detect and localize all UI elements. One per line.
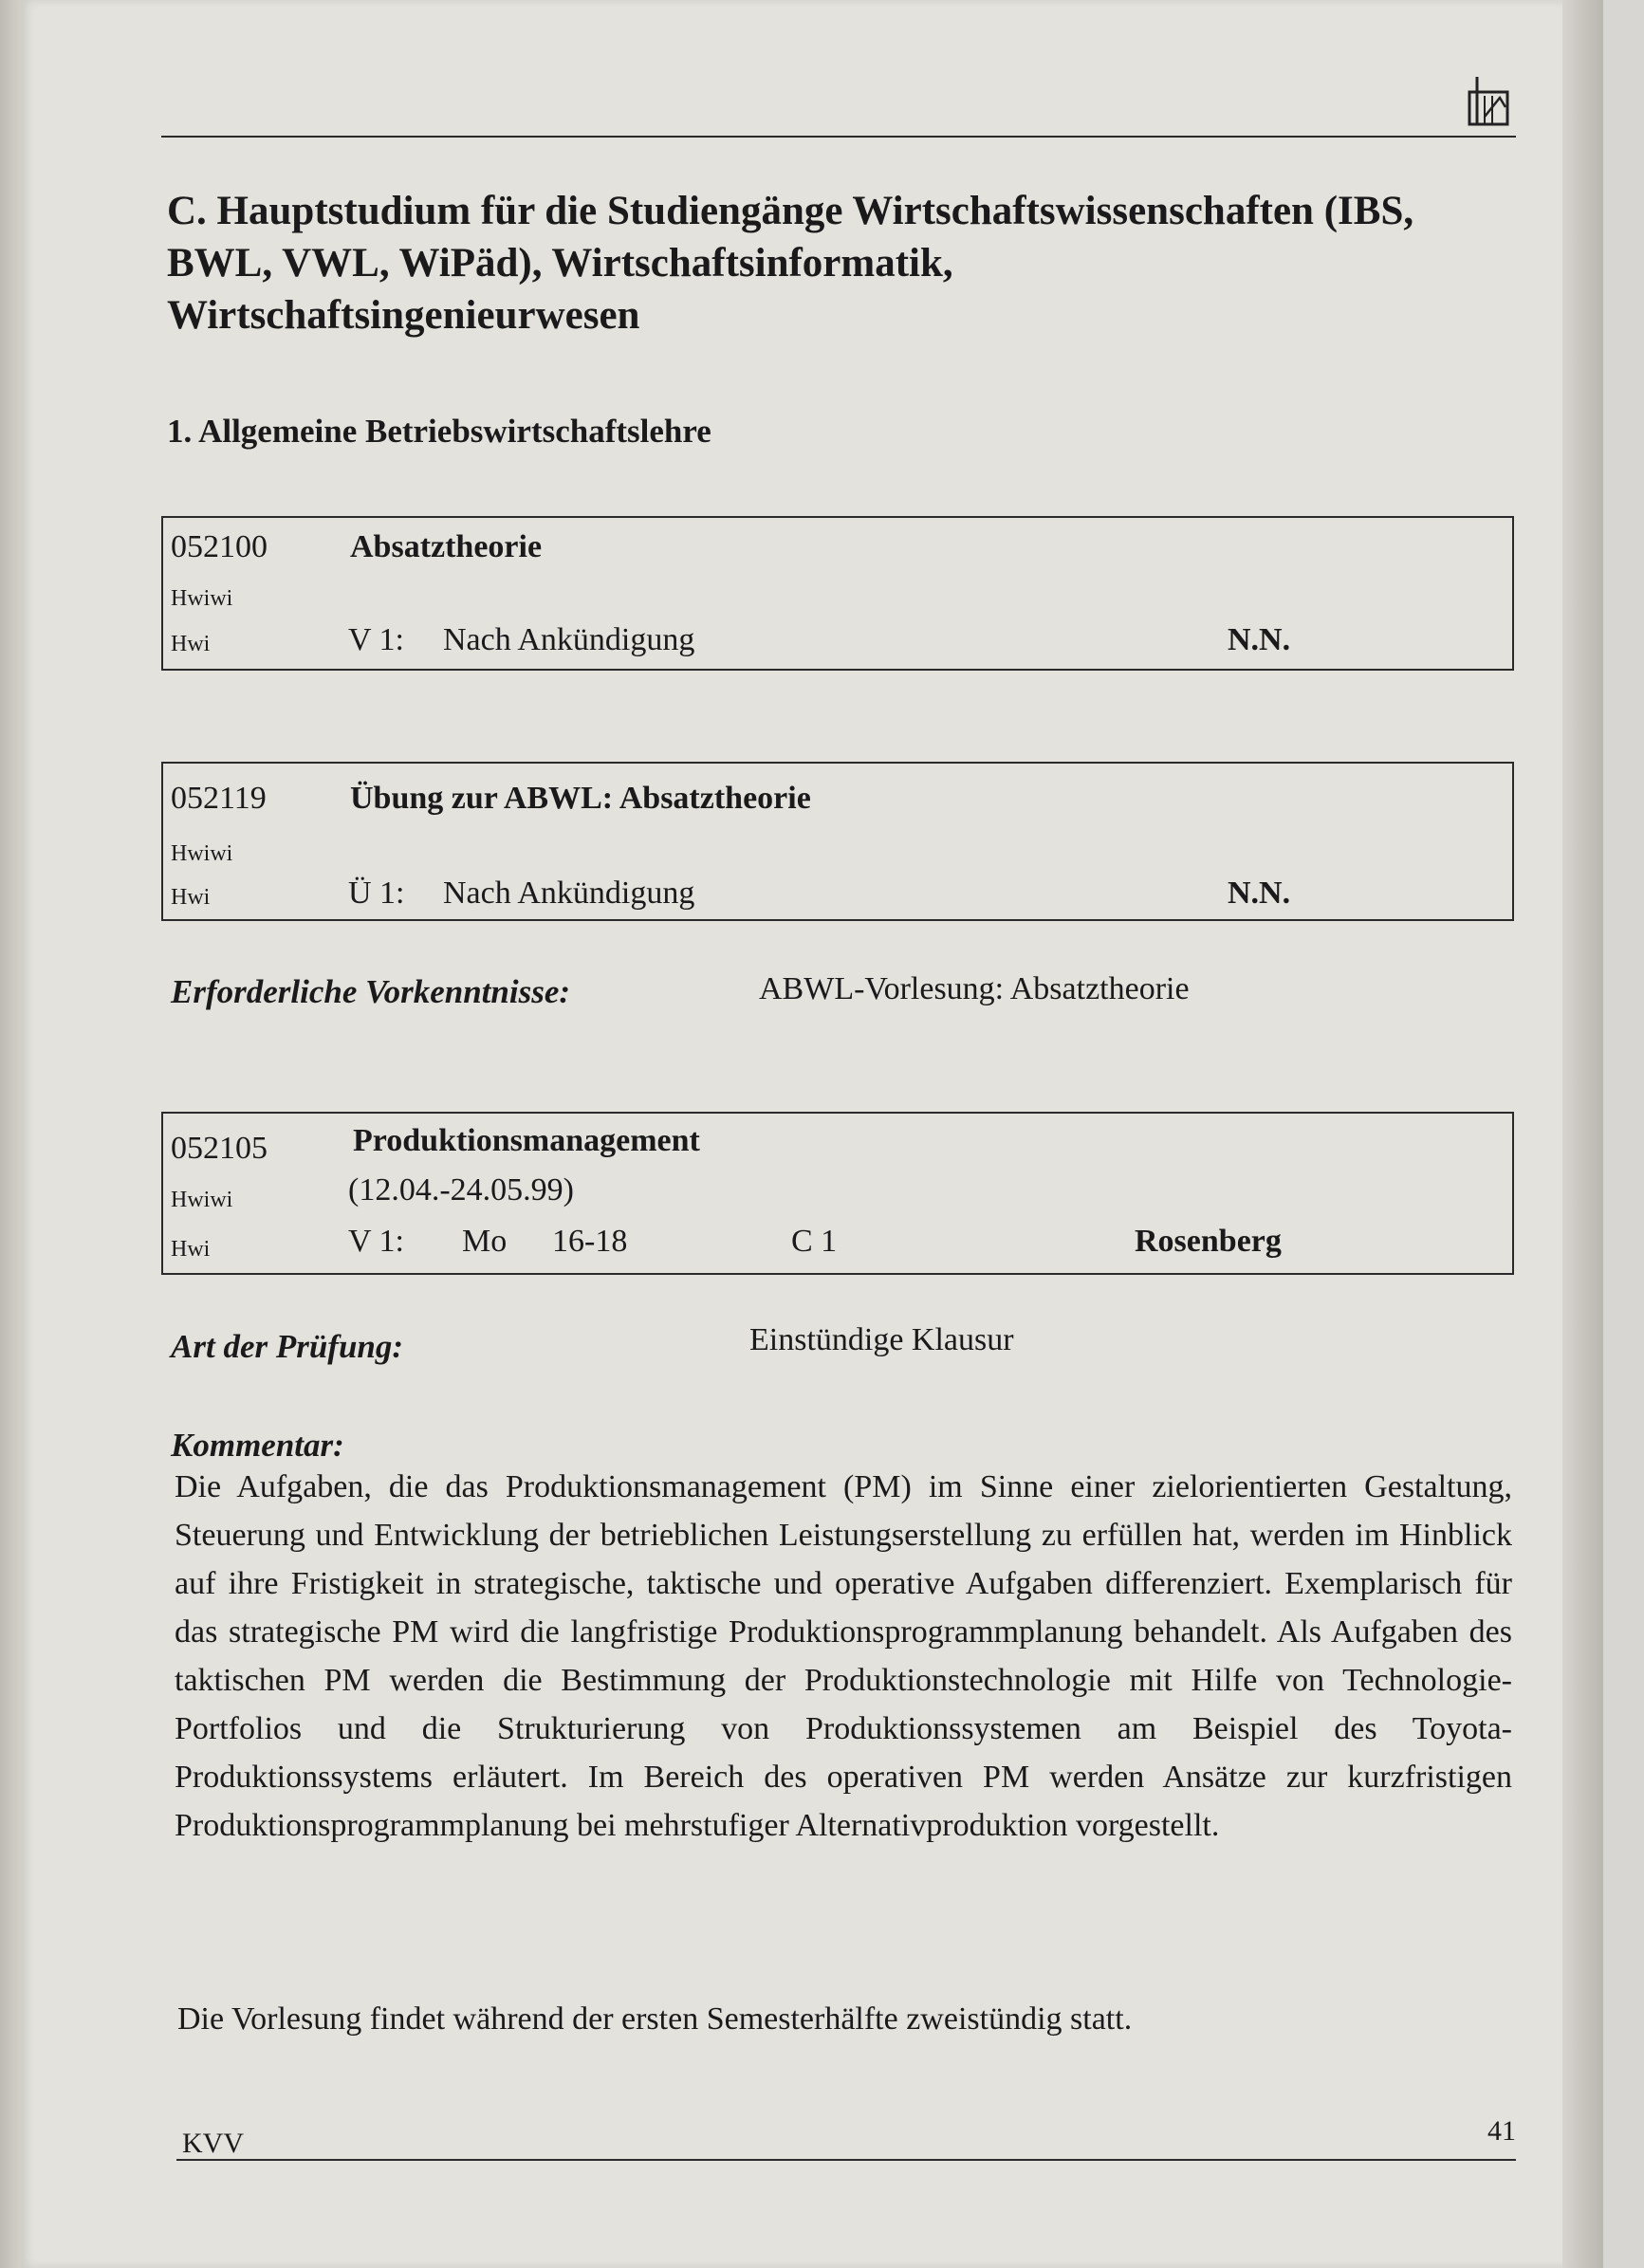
prerequisites-value: ABWL-Vorlesung: Absatztheorie: [759, 971, 1190, 1006]
footer-rule: [176, 2159, 1516, 2161]
page-left-edge: [0, 0, 21, 2268]
course-room: C 1: [791, 1224, 838, 1259]
course-lecturer: Rosenberg: [1135, 1224, 1282, 1259]
course-number: 052119: [171, 781, 267, 816]
course-schedule: Nach Ankündigung: [443, 622, 695, 657]
course-tag-hwiwi: Hwiwi: [171, 586, 233, 611]
course-tag-hwiwi: Hwiwi: [171, 1188, 233, 1212]
heading-line-2: BWL, VWL, WiPäd), Wirtschaftsinformatik,: [167, 241, 953, 286]
heading-line-1: C. Hauptstudium für die Studiengänge Wirtschaftswissenschaften (IBS,: [167, 189, 1414, 233]
comment-text: Die Aufgaben, die das Produktionsmanagement (PM) im Sinne einer zielorientierten Gestaltung, Steuerung und Entwicklung der betrieblichen Leistungserstellung zu erfüllen hat, werden im Hinblick auf ihre Fristigkeit in strategische, taktische und operative Aufgaben differenziert. Exemplarisch für das strategische PM wird die langfristige Produktionsprogrammplanung behandelt. Als Aufgaben des taktischen PM werden die Bestimmung der Produktionstechnologie mit Hilfe von Technologie-Portfolios und die Strukturierung von Produktionssystemen am Beispiel des Toyota-Produktionssystems erläutert. Im Bereich des operativen PM werden Ansätze zur kurzfristigen Produktionsprogrammplanung bei mehrstufiger Alternativproduktion vorgestellt.: [175, 1469, 1512, 1843]
course-day: Mo: [462, 1224, 508, 1259]
course-box-produktionsmanagement: [161, 1112, 1514, 1275]
footer-left-text: KVV: [182, 2128, 244, 2159]
course-box-uebung-absatztheorie: [161, 762, 1514, 921]
page-number: 41: [1487, 2115, 1516, 2147]
course-schedule: Nach Ankündigung: [443, 876, 695, 911]
course-tag-hwiwi: Hwiwi: [171, 841, 233, 866]
course-type: Ü 1:: [348, 876, 405, 911]
course-tag-hwi: Hwi: [171, 632, 211, 656]
course-type: V 1:: [348, 1224, 404, 1259]
exam-label: Art der Prüfung:: [171, 1328, 404, 1365]
course-lecturer: N.N.: [1228, 876, 1291, 911]
course-box-absatztheorie: [161, 516, 1514, 671]
course-dates: (12.04.-24.05.99): [348, 1172, 574, 1208]
course-tag-hwi: Hwi: [171, 1237, 211, 1262]
page-right-edge: [1562, 0, 1603, 2268]
header-rule: [161, 136, 1516, 138]
course-tag-hwi: Hwi: [171, 885, 211, 910]
course-lecturer: N.N.: [1228, 622, 1291, 657]
course-title: Produktionsmanagement: [353, 1123, 700, 1158]
course-type: V 1:: [348, 622, 404, 657]
course-number: 052100: [171, 529, 268, 564]
library-logo-icon: [1466, 71, 1513, 128]
comment-closing: Die Vorlesung findet während der ersten Semesterhälfte zweistündig statt.: [177, 2001, 1133, 2037]
course-title: Übung zur ABWL: Absatztheorie: [350, 781, 811, 816]
course-number: 052105: [171, 1131, 268, 1166]
exam-value: Einstündige Klausur: [749, 1322, 1014, 1357]
prerequisites-label: Erforderliche Vorkenntnisse:: [171, 973, 571, 1010]
course-title: Absatztheorie: [350, 529, 543, 564]
chapter-heading: [167, 185, 1514, 341]
course-time: 16-18: [552, 1224, 628, 1259]
comment-label: Kommentar:: [171, 1427, 344, 1464]
section-title: 1. Allgemeine Betriebswirtschaftslehre: [167, 413, 711, 450]
heading-line-3: Wirtschaftsingenieurwesen: [167, 293, 640, 338]
